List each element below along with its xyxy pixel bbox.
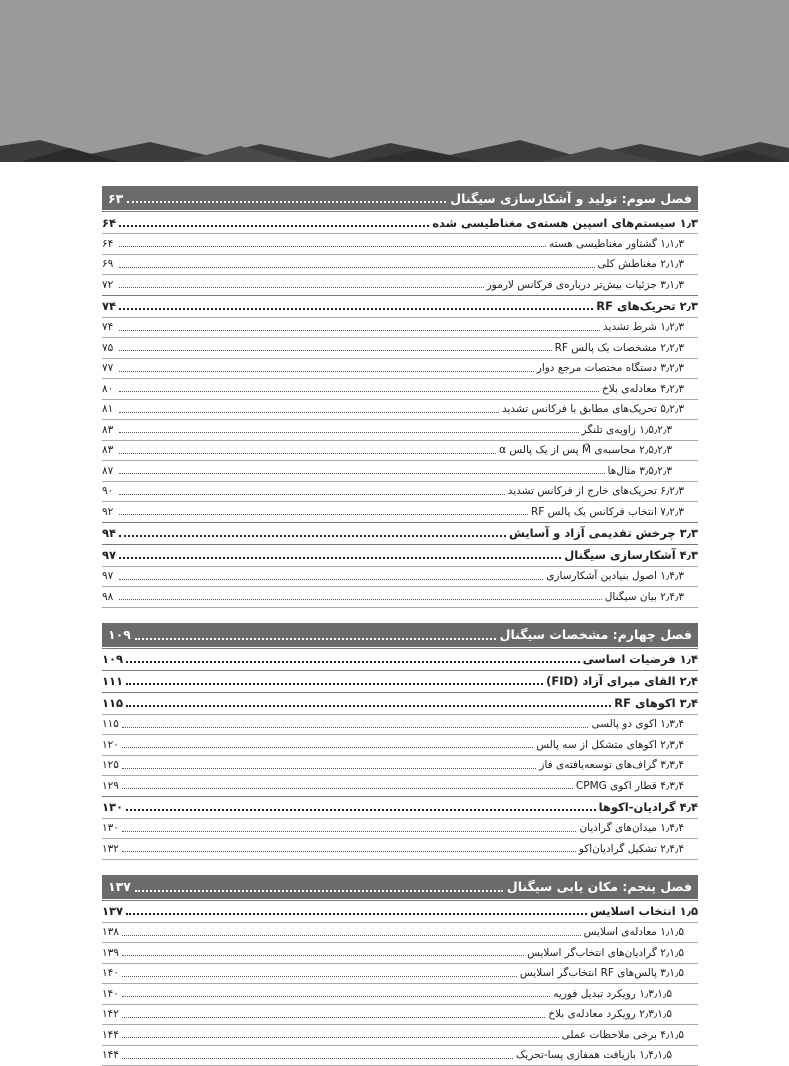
entry-page: ۸۰	[102, 383, 116, 395]
dot-leader	[126, 661, 580, 663]
entry-number: ۲٫۴٫۴	[660, 843, 684, 855]
entry-page: ۸۳	[102, 444, 116, 456]
entry-page: ۱۱۵	[102, 696, 123, 710]
subsection-entry[interactable]	[102, 586, 698, 608]
entry-page: ۱۴۴	[102, 1029, 119, 1041]
dot-leader	[126, 705, 611, 707]
subsection-entry[interactable]	[102, 501, 698, 522]
entry-page: ۱۴۰	[102, 967, 119, 979]
entry-page: ۹۸	[102, 591, 116, 603]
subsection-entry[interactable]	[102, 566, 698, 587]
entry-number: ۳٫۵٫۲٫۳	[639, 465, 672, 477]
dot-leader	[119, 267, 595, 268]
dot-leader	[119, 308, 593, 310]
entry-title: برخی ملاحظات عملی	[562, 1029, 657, 1041]
entry-title: رویکرد تبدیل فوریه	[553, 988, 636, 1000]
entry-title: مشخصات یک پالس RF	[555, 342, 657, 354]
dot-leader	[122, 768, 536, 769]
dot-leader	[119, 350, 552, 351]
entry-title: گرادیان-اکوها	[599, 800, 676, 814]
entry-number: ۱٫۴٫۱٫۵	[639, 1049, 672, 1061]
entry-title: گراف‌های توسعه‌یافته‌ی فاز	[539, 759, 657, 771]
dot-leader	[119, 225, 429, 227]
entry-title: القای میرای آزاد (FID)	[546, 674, 675, 688]
entry-page: ۱۱۱	[102, 674, 123, 688]
entry-page: ۷۵	[102, 342, 116, 354]
subsection-entry[interactable]	[102, 317, 698, 338]
section-entry[interactable]	[102, 295, 698, 317]
dot-leader	[122, 996, 550, 997]
dot-leader	[122, 935, 581, 936]
chapter-title: فصل سوم: تولید و آشکارسازی سیگنال	[450, 191, 692, 206]
subsection-entry[interactable]	[102, 838, 698, 860]
subsection-entry[interactable]	[102, 1024, 698, 1045]
dot-leader	[135, 638, 496, 640]
dot-leader	[119, 246, 546, 247]
entry-number: ۷٫۲٫۳	[660, 506, 684, 518]
entry-number: ۱٫۳٫۱٫۵	[639, 988, 672, 1000]
subsection-entry[interactable]	[102, 399, 698, 420]
dot-leader	[122, 727, 589, 728]
entry-number: ۴٫۲٫۳	[660, 383, 684, 395]
subsection-entry[interactable]	[102, 755, 698, 776]
dot-leader	[119, 453, 496, 454]
entry-page: ۱۳۰	[102, 822, 119, 834]
dot-leader	[119, 535, 506, 537]
entry-title: تحریک‌های خارج از فرکانس تشدید	[508, 485, 657, 497]
entry-number: ۴٫۳	[680, 548, 698, 562]
dot-leader	[122, 831, 577, 832]
subsection-entry[interactable]	[102, 460, 698, 481]
subsection-entry[interactable]	[102, 922, 698, 943]
entry-page: ۸۱	[102, 403, 116, 415]
subsection-entry[interactable]	[102, 734, 698, 755]
chapter-page: ۶۳	[108, 191, 123, 206]
entry-page: ۷۷	[102, 362, 116, 374]
dot-leader	[122, 747, 533, 748]
entry-page: ۱۳۰	[102, 800, 123, 814]
banner-pattern	[0, 140, 789, 162]
chapter-page: ۱۳۷	[108, 879, 131, 894]
entry-page: ۱۰۹	[102, 652, 123, 666]
section-entry[interactable]	[102, 544, 698, 566]
entry-number: ۴٫۴	[680, 800, 698, 814]
section-entry[interactable]	[102, 648, 698, 670]
entry-title: شرط تشدید	[603, 321, 657, 333]
subsection-entry[interactable]	[102, 254, 698, 275]
entry-page: ۱۴۲	[102, 1008, 119, 1020]
entry-number: ۱٫۵	[680, 904, 698, 918]
chapter-page: ۱۰۹	[108, 627, 131, 642]
entry-title: آشکارسازی سیگنال	[564, 548, 675, 562]
entry-page: ۶۴	[102, 238, 116, 250]
entry-page: ۱۳۹	[102, 947, 119, 959]
entry-number: ۱٫۳٫۴	[660, 718, 684, 730]
entry-page: ۱۲۰	[102, 739, 119, 751]
table-of-contents	[102, 186, 698, 1066]
dot-leader	[119, 557, 561, 559]
dot-leader	[122, 1037, 559, 1038]
subsection-entry[interactable]	[102, 337, 698, 358]
entry-title: سیستم‌های اسپین هسته‌ی مغناطیسی شده	[432, 216, 675, 230]
entry-number: ۴٫۱٫۵	[660, 1029, 684, 1041]
entry-number: ۱٫۵٫۲٫۳	[639, 424, 672, 436]
entry-title: اکوهای RF	[614, 696, 675, 710]
entry-page: ۹۷	[102, 570, 116, 582]
dot-leader	[127, 201, 446, 203]
subsection-entry[interactable]	[102, 1004, 698, 1025]
entry-page: ۱۳۲	[102, 843, 119, 855]
chapter-heading[interactable]	[102, 875, 698, 899]
dot-leader	[122, 955, 524, 956]
entry-page: ۸۷	[102, 465, 116, 477]
entry-number: ۱٫۴٫۴	[660, 822, 684, 834]
entry-title: دستگاه مختصات مرجع دوار	[537, 362, 657, 374]
subsection-entry[interactable]	[102, 419, 698, 440]
entry-title: بیان سیگنال	[605, 591, 657, 603]
dot-leader	[122, 1017, 545, 1018]
dot-leader	[119, 287, 484, 288]
entry-title: تشکیل گرادیان‌اکو	[579, 843, 657, 855]
entry-title: اکوهای متشکل از سه پالس	[536, 739, 657, 751]
dot-leader	[126, 913, 587, 915]
dot-leader	[119, 330, 600, 331]
entry-title: اصول بنیادین آشکارسازی	[546, 570, 657, 582]
entry-number: ۲٫۴٫۳	[660, 591, 684, 603]
entry-title: معادله‌ی بلاخ	[602, 383, 657, 395]
entry-title: انتخاب اسلایس	[590, 904, 676, 918]
entry-number: ۱٫۱٫۵	[660, 926, 684, 938]
dot-leader	[135, 890, 503, 892]
dot-leader	[122, 1058, 513, 1059]
subsection-entry[interactable]	[102, 358, 698, 379]
subsection-entry[interactable]	[102, 440, 698, 461]
subsection-entry[interactable]	[102, 963, 698, 984]
dot-leader	[119, 579, 543, 580]
chapter-gap	[102, 860, 698, 875]
entry-title: زاویه‌ی تلنگر	[582, 424, 636, 436]
entry-number: ۲٫۳	[680, 299, 698, 313]
entry-page: ۱۲۹	[102, 780, 119, 792]
entry-number: ۳٫۳٫۴	[660, 759, 684, 771]
entry-title: انتخاب فرکانس یک پالس RF	[531, 506, 657, 518]
dot-leader	[122, 851, 576, 852]
entry-title: تحریک‌های RF	[596, 299, 675, 313]
entry-page: ۸۳	[102, 424, 116, 436]
entry-number: ۴٫۳٫۴	[660, 780, 684, 792]
entry-title: رویکرد معادله‌ی بلاخ	[548, 1008, 636, 1020]
dot-leader	[126, 809, 596, 811]
section-entry[interactable]	[102, 522, 698, 544]
entry-title: گشتاور مغناطیسی هسته	[549, 238, 657, 250]
subsection-entry[interactable]	[102, 942, 698, 963]
section-entry[interactable]	[102, 900, 698, 922]
section-entry[interactable]	[102, 211, 698, 233]
entry-page: ۹۷	[102, 548, 116, 562]
top-banner	[0, 0, 789, 162]
entry-number: ۲٫۳٫۱٫۵	[639, 1008, 672, 1020]
dot-leader	[126, 683, 543, 685]
subsection-entry[interactable]	[102, 983, 698, 1004]
entry-page: ۹۰	[102, 485, 116, 497]
chapter-heading[interactable]	[102, 623, 698, 647]
chapter-title: فصل چهارم: مشخصات سیگنال	[500, 627, 692, 642]
entry-page: ۷۴	[102, 299, 116, 313]
section-entry[interactable]	[102, 670, 698, 692]
entry-page: ۶۴	[102, 216, 116, 230]
entry-number: ۱٫۳	[680, 216, 698, 230]
entry-page: ۹۲	[102, 506, 116, 518]
entry-number: ۳٫۳	[680, 526, 698, 540]
entry-title: میدان‌های گرادیان	[579, 822, 656, 834]
entry-page: ۷۲	[102, 279, 116, 291]
entry-title: مغناطش کلی	[598, 258, 657, 270]
subsection-entry[interactable]	[102, 233, 698, 254]
entry-number: ۶٫۲٫۳	[660, 485, 684, 497]
entry-page: ۱۴۰	[102, 988, 119, 1000]
entry-title: گرادیان‌های انتخاب‌گر اسلایس	[527, 947, 657, 959]
dot-leader	[119, 432, 579, 433]
entry-number: ۳٫۱٫۳	[660, 279, 684, 291]
subsection-entry[interactable]	[102, 481, 698, 502]
dot-leader	[119, 514, 528, 515]
dot-leader	[122, 976, 517, 977]
subsection-entry[interactable]	[102, 714, 698, 735]
entry-number: ۳٫۴	[680, 696, 698, 710]
dot-leader	[122, 788, 573, 789]
entry-page: ۱۳۷	[102, 904, 123, 918]
subsection-entry[interactable]	[102, 274, 698, 295]
entry-title: محاسبه‌ی M⃗ پس از یک پالس α	[499, 444, 636, 456]
entry-number: ۲٫۱٫۵	[660, 947, 684, 959]
entry-number: ۲٫۲٫۳	[660, 342, 684, 354]
section-entry[interactable]	[102, 692, 698, 714]
chapter-heading[interactable]	[102, 186, 698, 210]
entry-page: ۱۳۸	[102, 926, 119, 938]
entry-title: بازیافت همفازی پسا-تحریک	[516, 1049, 636, 1061]
dot-leader	[119, 371, 534, 372]
chapter-title: فصل پنجم: مکان یابی سیگنال	[507, 879, 692, 894]
entry-number: ۱٫۱٫۳	[660, 238, 684, 250]
dot-leader	[119, 473, 605, 474]
entry-number: ۳٫۱٫۵	[660, 967, 684, 979]
dot-leader	[119, 391, 599, 392]
entry-title: جزئیات بیش‌تر درباره‌ی فرکانس لارمور	[487, 279, 657, 291]
entry-number: ۱٫۴٫۳	[660, 570, 684, 582]
subsection-entry[interactable]	[102, 378, 698, 399]
entry-number: ۲٫۵٫۲٫۳	[639, 444, 672, 456]
entry-title: مثال‌ها	[608, 465, 636, 477]
entry-title: پالس‌های RF انتخاب‌گر اسلایس	[520, 967, 657, 979]
entry-title: چرخش تقدیمی آزاد و آسایش	[509, 526, 676, 540]
entry-number: ۱٫۴	[680, 652, 698, 666]
entry-number: ۵٫۲٫۳	[660, 403, 684, 415]
entry-number: ۲٫۳٫۴	[660, 739, 684, 751]
section-entry[interactable]	[102, 796, 698, 818]
dot-leader	[119, 494, 505, 495]
entry-title: معادله‌ی اسلایس	[584, 926, 657, 938]
entry-page: ۹۴	[102, 526, 116, 540]
entry-page: ۱۴۴	[102, 1049, 119, 1061]
subsection-entry[interactable]	[102, 775, 698, 796]
subsection-entry[interactable]	[102, 1045, 698, 1066]
chapter-gap	[102, 608, 698, 623]
entry-number: ۲٫۴	[680, 674, 698, 688]
dot-leader	[119, 412, 499, 413]
entry-title: قطار اکوی CPMG	[576, 780, 657, 792]
entry-page: ۱۲۵	[102, 759, 119, 771]
entry-number: ۳٫۲٫۳	[660, 362, 684, 374]
entry-page: ۷۴	[102, 321, 116, 333]
entry-number: ۱٫۲٫۳	[660, 321, 684, 333]
entry-page: ۱۱۵	[102, 718, 119, 730]
entry-page: ۶۹	[102, 258, 116, 270]
entry-number: ۲٫۱٫۳	[660, 258, 684, 270]
dot-leader	[119, 599, 602, 600]
entry-title: فرضیات اساسی	[583, 652, 676, 666]
subsection-entry[interactable]	[102, 818, 698, 839]
entry-title: تحریک‌های مطابق با فرکانس تشدید	[502, 403, 657, 415]
entry-title: اکوی دو پالسی	[591, 718, 656, 730]
